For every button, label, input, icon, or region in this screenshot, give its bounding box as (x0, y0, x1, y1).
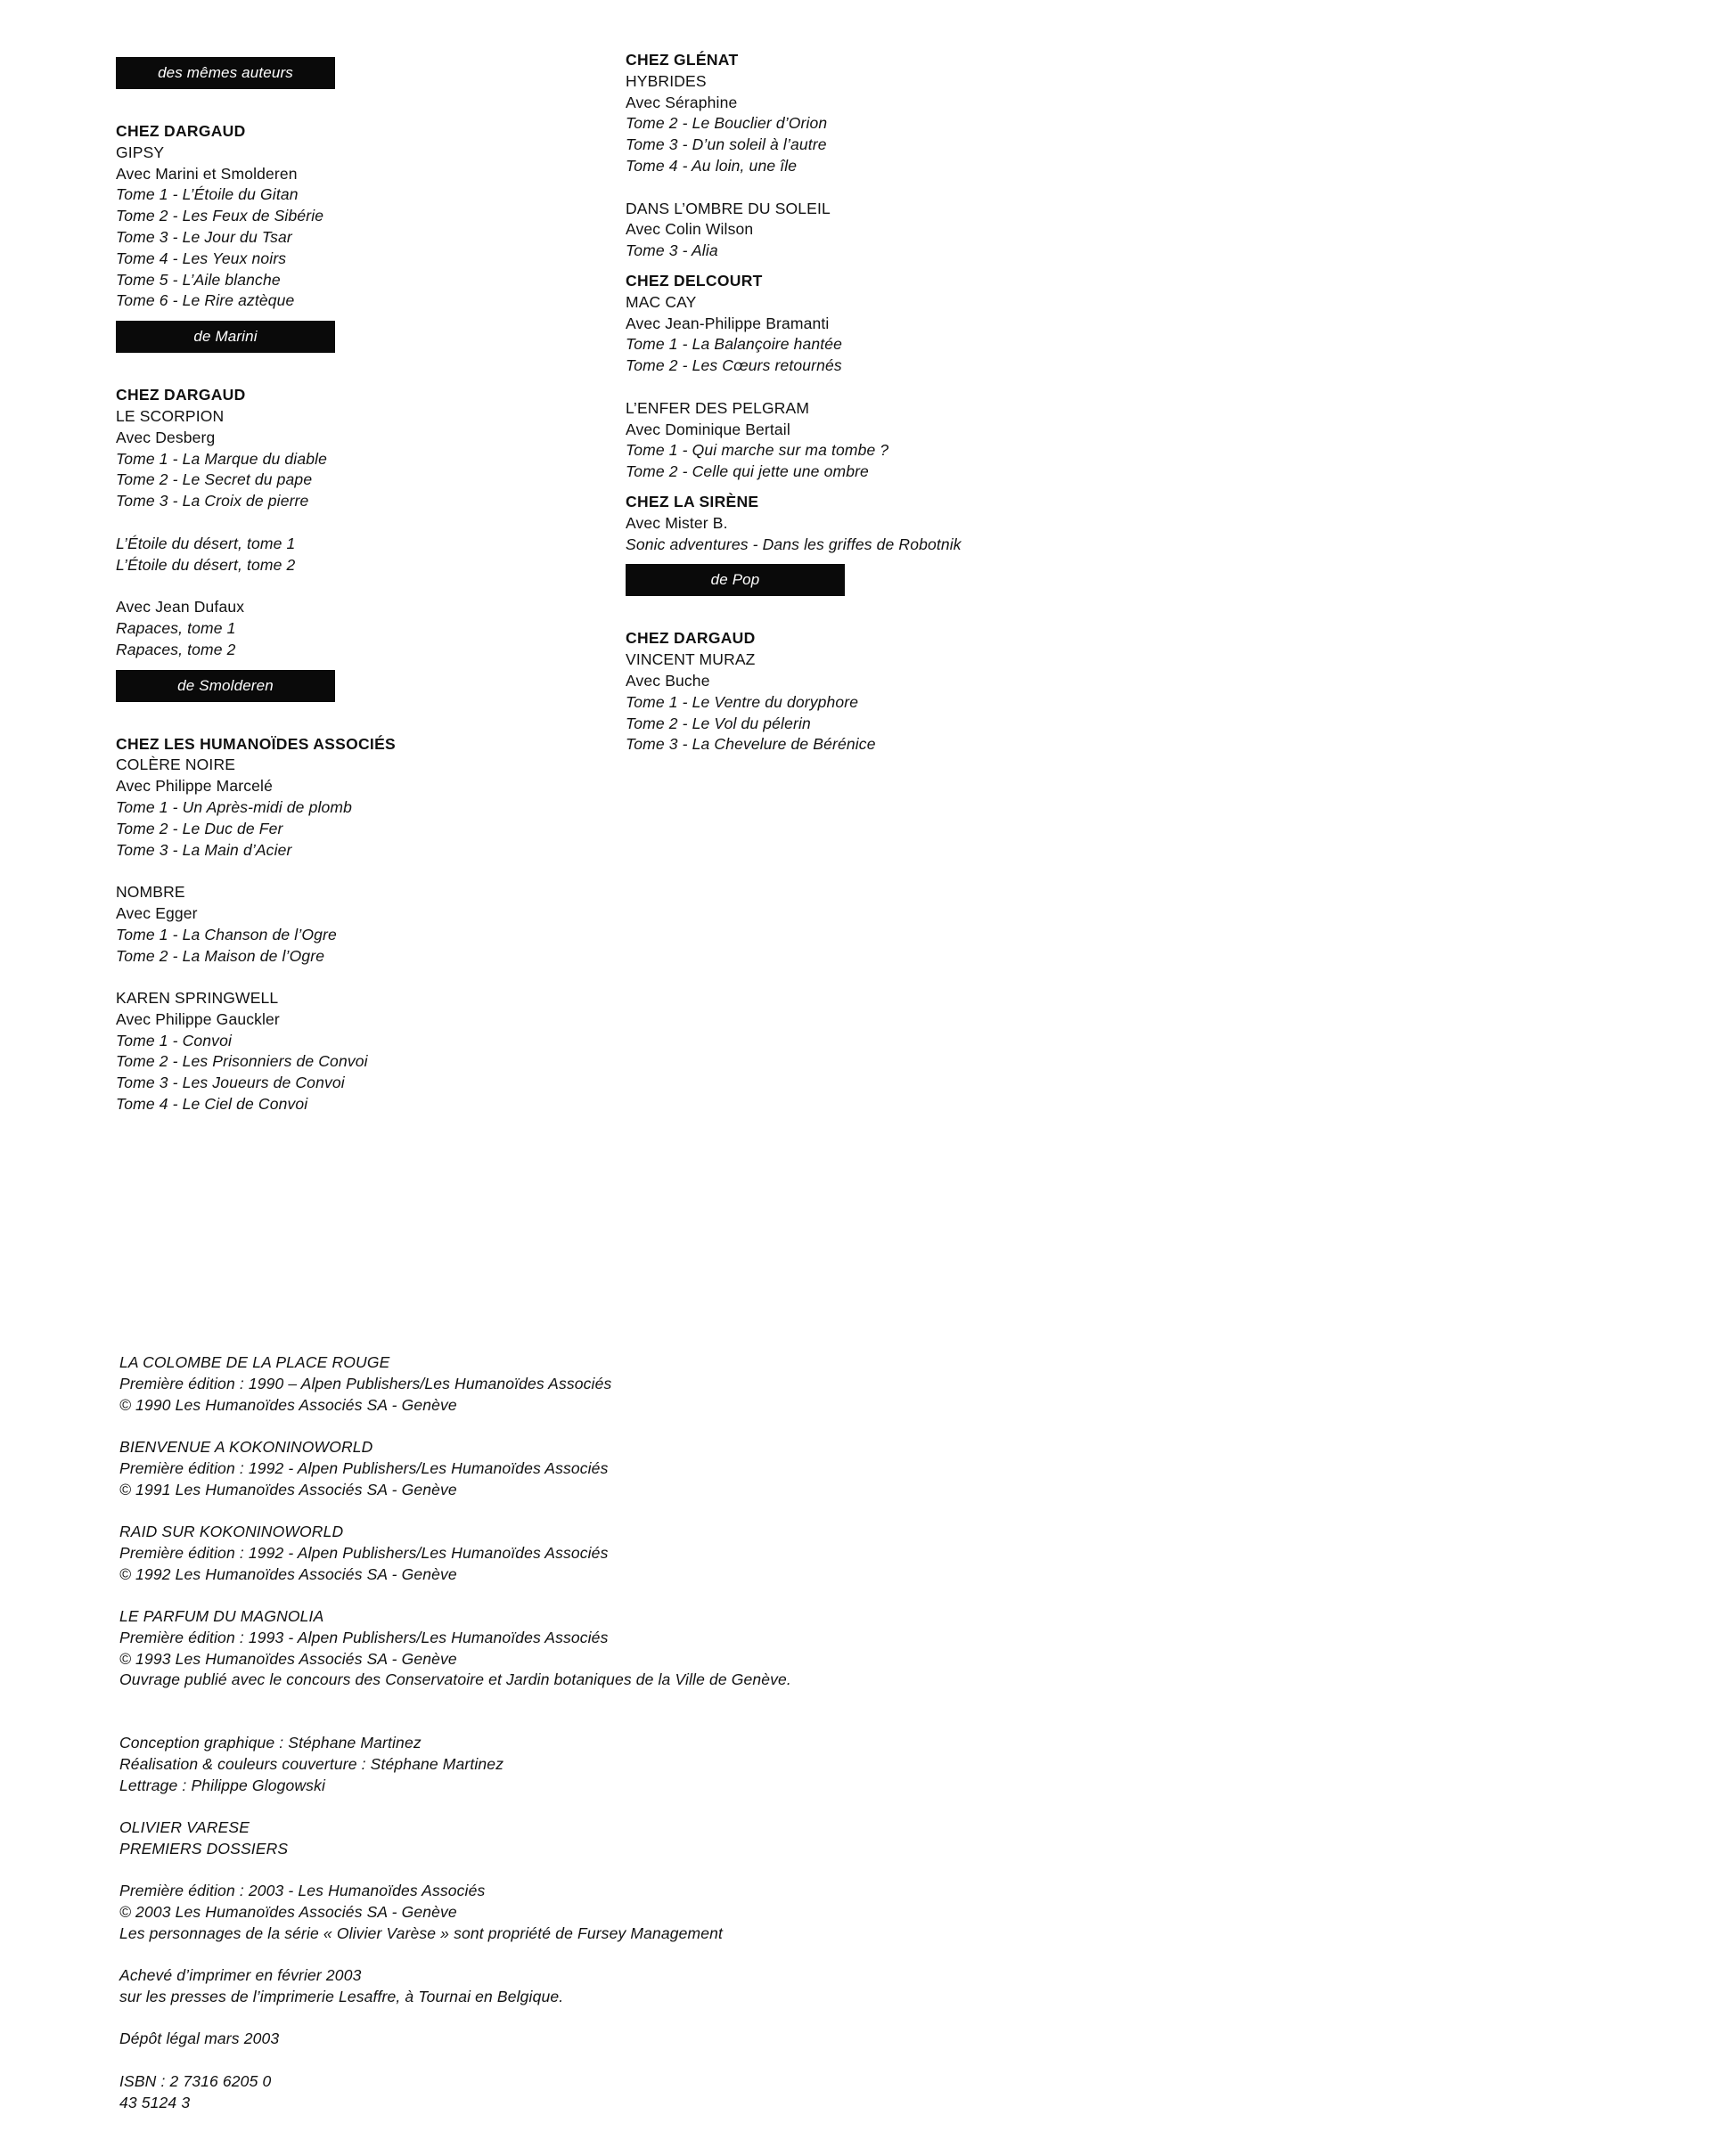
credits (119, 1733, 1100, 1796)
volume-item: Tome 3 - La Main d’Acier (116, 840, 292, 859)
colophon-line: © 2003 Les Humanoïdes Associés SA - Genève (119, 1903, 457, 1922)
credit-line: Réalisation & couleurs couverture : Stéphane Martinez (119, 1754, 504, 1773)
colophon-line: Les personnages de la série « Olivier Varèse » sont propriété de Fursey Management (119, 1923, 724, 1942)
section-bar-marini: de Marini (116, 321, 335, 353)
volume-item: Tome 4 - Les Yeux noirs (116, 249, 287, 267)
printing-notice (119, 1965, 1100, 2008)
series-title: HYBRIDES (626, 71, 707, 90)
colophon-line: © 1991 Les Humanoïdes Associés SA - Genève (119, 1480, 457, 1499)
colophon-line: Dépôt légal mars 2003 (119, 2029, 280, 2048)
volume-item: Tome 3 - Le Jour du Tsar (116, 227, 292, 246)
title-line: PREMIERS DOSSIERS (119, 1839, 289, 1858)
volume-item: Tome 2 - La Maison de l’Ogre (116, 946, 325, 965)
colophon-line: © 1992 Les Humanoïdes Associés SA - Genève (119, 1564, 457, 1583)
series-title: L’ENFER DES PELGRAM (626, 398, 810, 417)
isbn-line: 43 5124 3 (119, 2093, 191, 2111)
collaborators: Avec Jean-Philippe Bramanti (626, 314, 830, 332)
volume-item: Tome 1 - La Marque du diable (116, 449, 328, 468)
publisher-heading: CHEZ LA SIRÈNE (626, 492, 759, 510)
volume-item: Tome 1 - Un Après-midi de plomb (116, 797, 352, 816)
volume-item: Sonic adventures - Dans les griffes de Robotnik (626, 535, 962, 553)
edition-notice (119, 1522, 1100, 1585)
series-title: VINCENT MURAZ (626, 650, 756, 669)
collaborators: Avec Desberg (116, 428, 216, 446)
colophon-line: RAID SUR KOKONINOWORLD (119, 1522, 344, 1540)
volume-item: Tome 4 - Le Ciel de Convoi (116, 1095, 308, 1114)
volume-item: Tome 1 - Le Ventre du doryphore (626, 692, 859, 711)
collaborators: Avec Colin Wilson (626, 220, 754, 239)
colophon-line: Ouvrage publié avec le concours des Conservatoire et Jardin botaniques de la Ville de Genève. (119, 1670, 791, 1689)
series-title: LE SCORPION (116, 406, 225, 425)
credit-line: Lettrage : Philippe Glogowski (119, 1776, 326, 1794)
colophon-line: Achevé d’imprimer en février 2003 (119, 1966, 362, 1985)
volume-item: L’Étoile du désert, tome 1 (116, 534, 296, 552)
volume-item: Tome 2 - Les Feux de Sibérie (116, 207, 324, 225)
section-bar-smolderen: de Smolderen (116, 670, 335, 702)
series-title: MAC CAY (626, 292, 697, 311)
edition-notice (119, 1881, 1100, 1944)
volume-item: Tome 3 - Alia (626, 241, 718, 260)
colophon-line: © 1990 Les Humanoïdes Associés SA - Genève (119, 1395, 457, 1414)
collaborators: Avec Marini et Smolderen (116, 164, 298, 183)
collaborators: Avec Séraphine (626, 93, 738, 111)
volume-item: Tome 1 - La Balançoire hantée (626, 335, 843, 354)
volume-item: Tome 1 - L’Étoile du Gitan (116, 185, 299, 204)
colophon-line: Première édition : 1992 - Alpen Publishers/Les Humanoïdes Associés (119, 1458, 609, 1477)
colophon-line: © 1993 Les Humanoïdes Associés SA - Genève (119, 1649, 457, 1668)
volume-item: Tome 3 - La Chevelure de Bérénice (626, 735, 876, 754)
series-title: KAREN SPRINGWELL (116, 989, 279, 1008)
edition-notice (119, 1352, 1100, 1416)
colophon-line: BIENVENUE A KOKONINOWORLD (119, 1437, 373, 1456)
publisher-heading: CHEZ DARGAUD (116, 386, 246, 404)
publisher-heading: CHEZ GLÉNAT (626, 51, 739, 69)
series-title: DANS L’OMBRE DU SOLEIL (626, 199, 831, 217)
isbn-line: ISBN : 2 7316 6205 0 (119, 2071, 272, 2090)
colophon-line: Première édition : 2003 - Les Humanoïdes Associés (119, 1882, 486, 1900)
left-bibliography-column (116, 57, 579, 1115)
volume-item: Rapaces, tome 2 (116, 640, 236, 658)
series-title: COLÈRE NOIRE (116, 755, 236, 774)
section-bar-pop: de Pop (626, 564, 845, 596)
colophon-line: Première édition : 1992 - Alpen Publishers/Les Humanoïdes Associés (119, 1543, 609, 1562)
edition-notice (119, 1606, 1100, 1691)
credit-line: Conception graphique : Stéphane Martinez (119, 1734, 422, 1752)
publisher-heading: CHEZ LES HUMANOÏDES ASSOCIÉS (116, 734, 397, 753)
collaborators: Avec Philippe Gauckler (116, 1009, 280, 1028)
volume-item: Tome 3 - Les Joueurs de Convoi (116, 1074, 345, 1092)
collaborators: Avec Egger (116, 903, 198, 922)
volume-item: Tome 2 - Le Duc de Fer (116, 819, 283, 837)
publisher-heading: CHEZ DARGAUD (626, 629, 756, 648)
series-title: NOMBRE (116, 883, 185, 902)
colophon-line: Première édition : 1993 - Alpen Publishers/Les Humanoïdes Associés (119, 1628, 609, 1646)
colophon-line: sur les presses de l’imprimerie Lesaffre, à Tournai en Belgique. (119, 1988, 564, 2006)
collaborators: Avec Philippe Marcelé (116, 777, 273, 796)
volume-item: Tome 3 - La Croix de pierre (116, 492, 309, 510)
colophon (119, 1352, 1100, 2135)
collaborators: Avec Dominique Bertail (626, 420, 790, 438)
publisher-heading: CHEZ DELCOURT (626, 271, 763, 290)
volume-item: Tome 3 - D’un soleil à l’autre (626, 135, 827, 154)
volume-item: Tome 2 - Le Secret du pape (116, 470, 313, 489)
colophon-line: Première édition : 1990 – Alpen Publishers/Les Humanoïdes Associés (119, 1374, 612, 1392)
publisher-heading: CHEZ DARGAUD (116, 122, 246, 140)
volume-item: Tome 1 - Convoi (116, 1031, 232, 1049)
section-bar-same-authors: des mêmes auteurs (116, 57, 335, 89)
colophon-line: LA COLOMBE DE LA PLACE ROUGE (119, 1353, 390, 1371)
volume-item: Tome 1 - Qui marche sur ma tombe ? (626, 441, 889, 460)
colophon-line: LE PARFUM DU MAGNOLIA (119, 1606, 324, 1625)
series-title: GIPSY (116, 143, 165, 161)
isbn-block (119, 2071, 1100, 2114)
title-line: OLIVIER VARESE (119, 1818, 250, 1837)
volume-item: Tome 2 - Le Bouclier d’Orion (626, 114, 828, 133)
volume-item: Tome 2 - Les Prisonniers de Convoi (116, 1052, 368, 1071)
volume-item: Tome 2 - Les Cœurs retournés (626, 356, 842, 375)
right-bibliography-column (626, 50, 1178, 755)
volume-item: L’Étoile du désert, tome 2 (116, 555, 296, 574)
collaborators: Avec Mister B. (626, 513, 728, 532)
edition-notice (119, 1437, 1100, 1500)
legal-deposit (119, 2029, 1100, 2050)
collaborators: Avec Buche (626, 671, 710, 690)
volume-item: Rapaces, tome 1 (116, 618, 236, 637)
volume-item: Tome 1 - La Chanson de l’Ogre (116, 925, 337, 943)
volume-item: Tome 4 - Au loin, une île (626, 156, 798, 175)
collaborators: Avec Jean Dufaux (116, 598, 245, 617)
volume-item: Tome 6 - Le Rire aztèque (116, 291, 295, 310)
volume-item: Tome 5 - L’Aile blanche (116, 270, 281, 289)
volume-item: Tome 2 - Celle qui jette une ombre (626, 462, 869, 481)
volume-item: Tome 2 - Le Vol du pélerin (626, 714, 811, 732)
book-title (119, 1817, 1100, 1860)
